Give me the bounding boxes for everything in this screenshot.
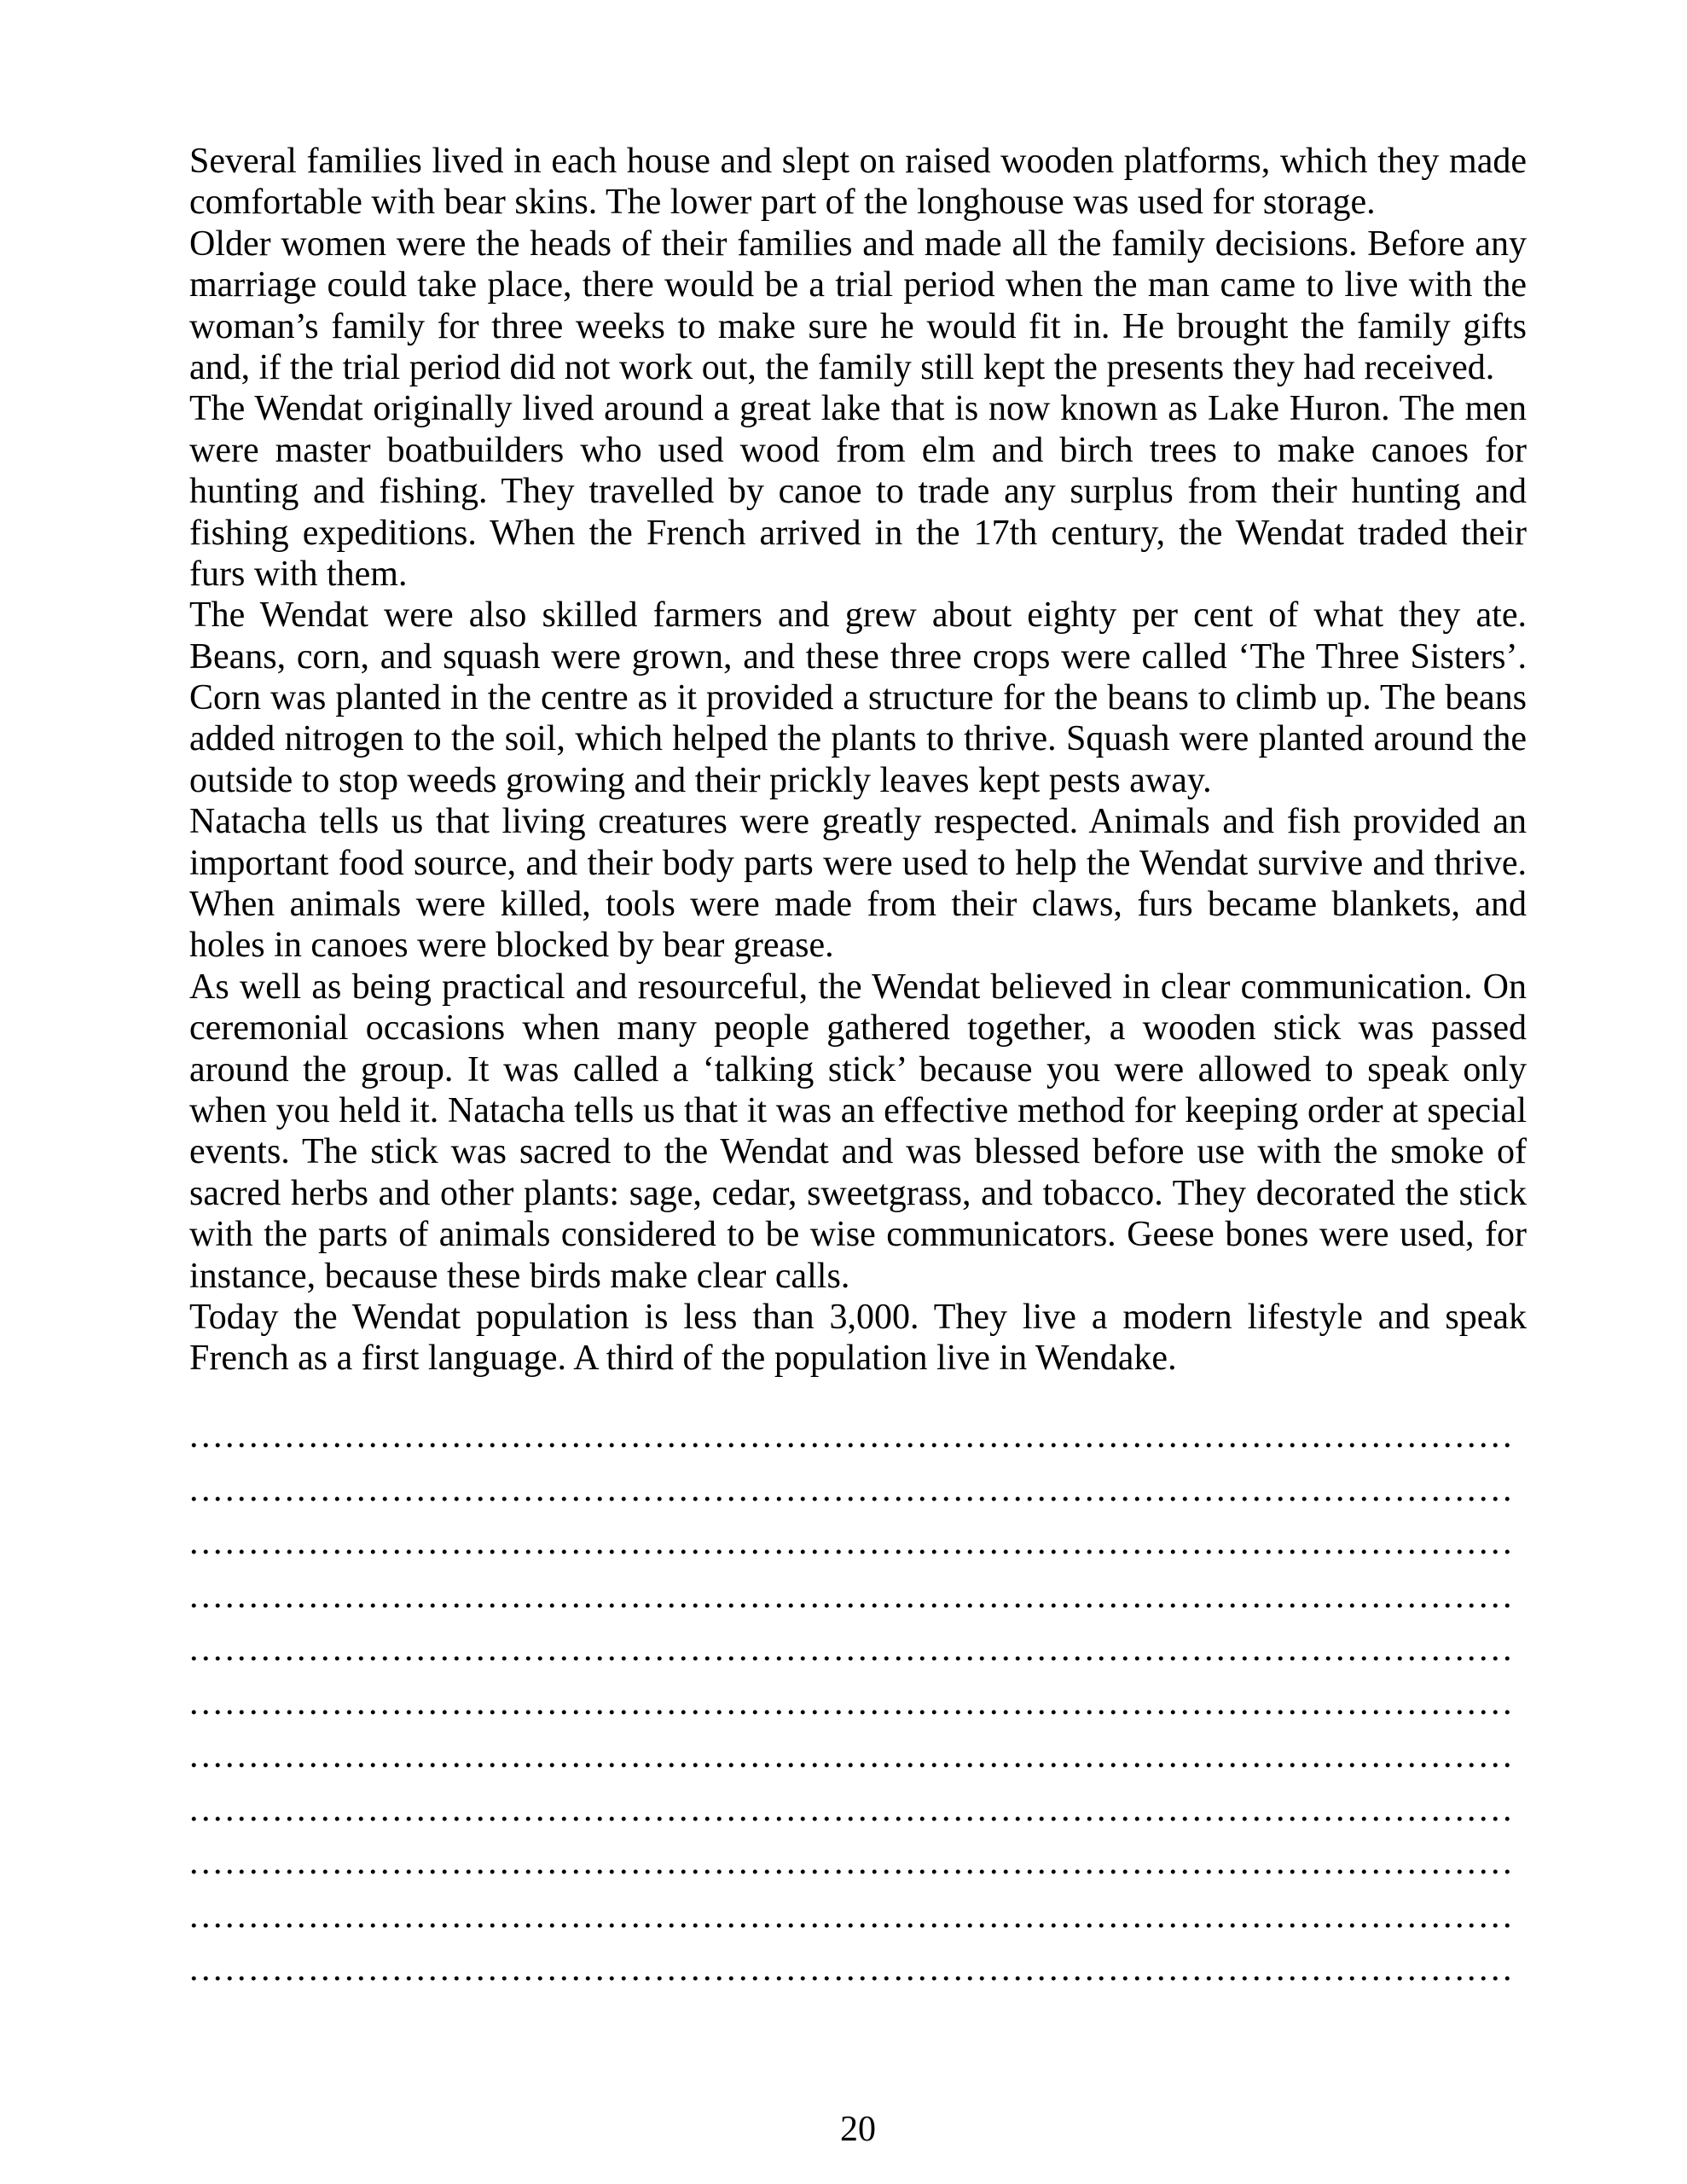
passage-line: and, if the trial period did not work out, the family still kept the presents they had received. <box>189 347 1495 387</box>
passage-line: French as a first language. A third of the population live in Wendake. <box>189 1339 1177 1379</box>
passage-text <box>189 141 1527 1380</box>
passage-line: Corn was planted in the centre as it provided a structure for the beans to climb up. The beans <box>189 678 1527 718</box>
answer-line: ............................................................................................................... <box>189 1789 1515 1829</box>
answer-line: ............................................................................................................... <box>189 1896 1515 1936</box>
answer-line: ............................................................................................................... <box>189 1469 1515 1509</box>
passage-line: around the group. It was called a ‘talking stick’ because you were allowed to speak only <box>189 1049 1527 1089</box>
passage-line: ceremonial occasions when many people gathered together, a wooden stick was passed <box>189 1008 1527 1048</box>
passage-line: marriage could take place, there would be a trial period when the man came to live with the <box>189 265 1527 305</box>
answer-line: ............................................................................................................... <box>189 1949 1515 1989</box>
passage-paragraph <box>189 1297 1527 1380</box>
answer-line: ............................................................................................................... <box>189 1843 1515 1882</box>
answer-line: ............................................................................................................... <box>189 1736 1515 1775</box>
passage-paragraph <box>189 388 1527 595</box>
passage-line: furs with them. <box>189 554 408 594</box>
passage-paragraph <box>189 967 1527 1297</box>
answer-line: ............................................................................................................... <box>189 1523 1515 1562</box>
passage-paragraph <box>189 224 1527 389</box>
passage-line: added nitrogen to the soil, which helped the plants to thrive. Squash were planted around the <box>189 719 1527 759</box>
answer-line: ............................................................................................................... <box>189 1682 1515 1722</box>
answer-lines <box>189 1409 1527 1996</box>
passage-line: When animals were killed, tools were made from their claws, furs became blankets, and <box>189 885 1527 925</box>
answer-line: ............................................................................................................... <box>189 1416 1515 1455</box>
passage-line: The Wendat were also skilled farmers and grew about eighty per cent of what they ate. <box>189 595 1527 636</box>
passage-line: were master boatbuilders who used wood from elm and birch trees to make canoes for <box>189 430 1527 470</box>
answer-line: ............................................................................................................... <box>189 1576 1515 1616</box>
passage-line: hunting and fishing. They travelled by canoe to trade any surplus from their hunting and <box>189 472 1527 512</box>
passage-line: events. The stick was sacred to the Wendat and was blessed before use with the smoke of <box>189 1132 1527 1172</box>
passage-line: comfortable with bear skins. The lower part of the longhouse was used for storage. <box>189 183 1376 223</box>
passage-line: The Wendat originally lived around a great lake that is now known as Lake Huron. The men <box>189 389 1527 429</box>
passage-paragraph <box>189 595 1527 801</box>
passage-line: Beans, corn, and squash were grown, and these three crops were called ‘The Three Sisters’. <box>189 636 1527 677</box>
passage-line: Today the Wendat population is less than 3,000. They live a modern lifestyle and speak <box>189 1297 1527 1337</box>
passage-paragraph <box>189 141 1527 224</box>
passage-line: instance, because these birds make clear calls. <box>189 1256 850 1296</box>
passage-line: Several families lived in each house and slept on raised wooden platforms, which they made <box>189 142 1527 181</box>
passage-line: Natacha tells us that living creatures were greatly respected. Animals and fish provided an <box>189 802 1527 842</box>
passage-line: woman’s family for three weeks to make sure he would fit in. He brought the family gifts <box>189 306 1527 346</box>
passage-line: important food source, and their body parts were used to help the Wendat survive and thrive. <box>189 843 1527 883</box>
answer-line: ............................................................................................................... <box>189 1629 1515 1669</box>
page-number: 20 <box>840 2110 876 2149</box>
passage-line: Older women were the heads of their families and made all the family decisions. Before any <box>189 224 1527 264</box>
passage-line: fishing expeditions. When the French arrived in the 17th century, the Wendat traded their <box>189 513 1527 553</box>
passage-line: outside to stop weeds growing and their prickly leaves kept pests away. <box>189 760 1212 800</box>
passage-paragraph <box>189 801 1527 967</box>
passage-line: sacred herbs and other plants: sage, cedar, sweetgrass, and tobacco. They decorated the stick <box>189 1173 1527 1213</box>
passage-line: holes in canoes were blocked by bear grease. <box>189 926 834 966</box>
passage-line: with the parts of animals considered to be wise communicators. Geese bones were used, for <box>189 1215 1527 1255</box>
passage-line: As well as being practical and resourceful, the Wendat believed in clear communication. On <box>189 967 1527 1007</box>
passage-line: when you held it. Natacha tells us that it was an effective method for keeping order at special <box>189 1090 1527 1130</box>
